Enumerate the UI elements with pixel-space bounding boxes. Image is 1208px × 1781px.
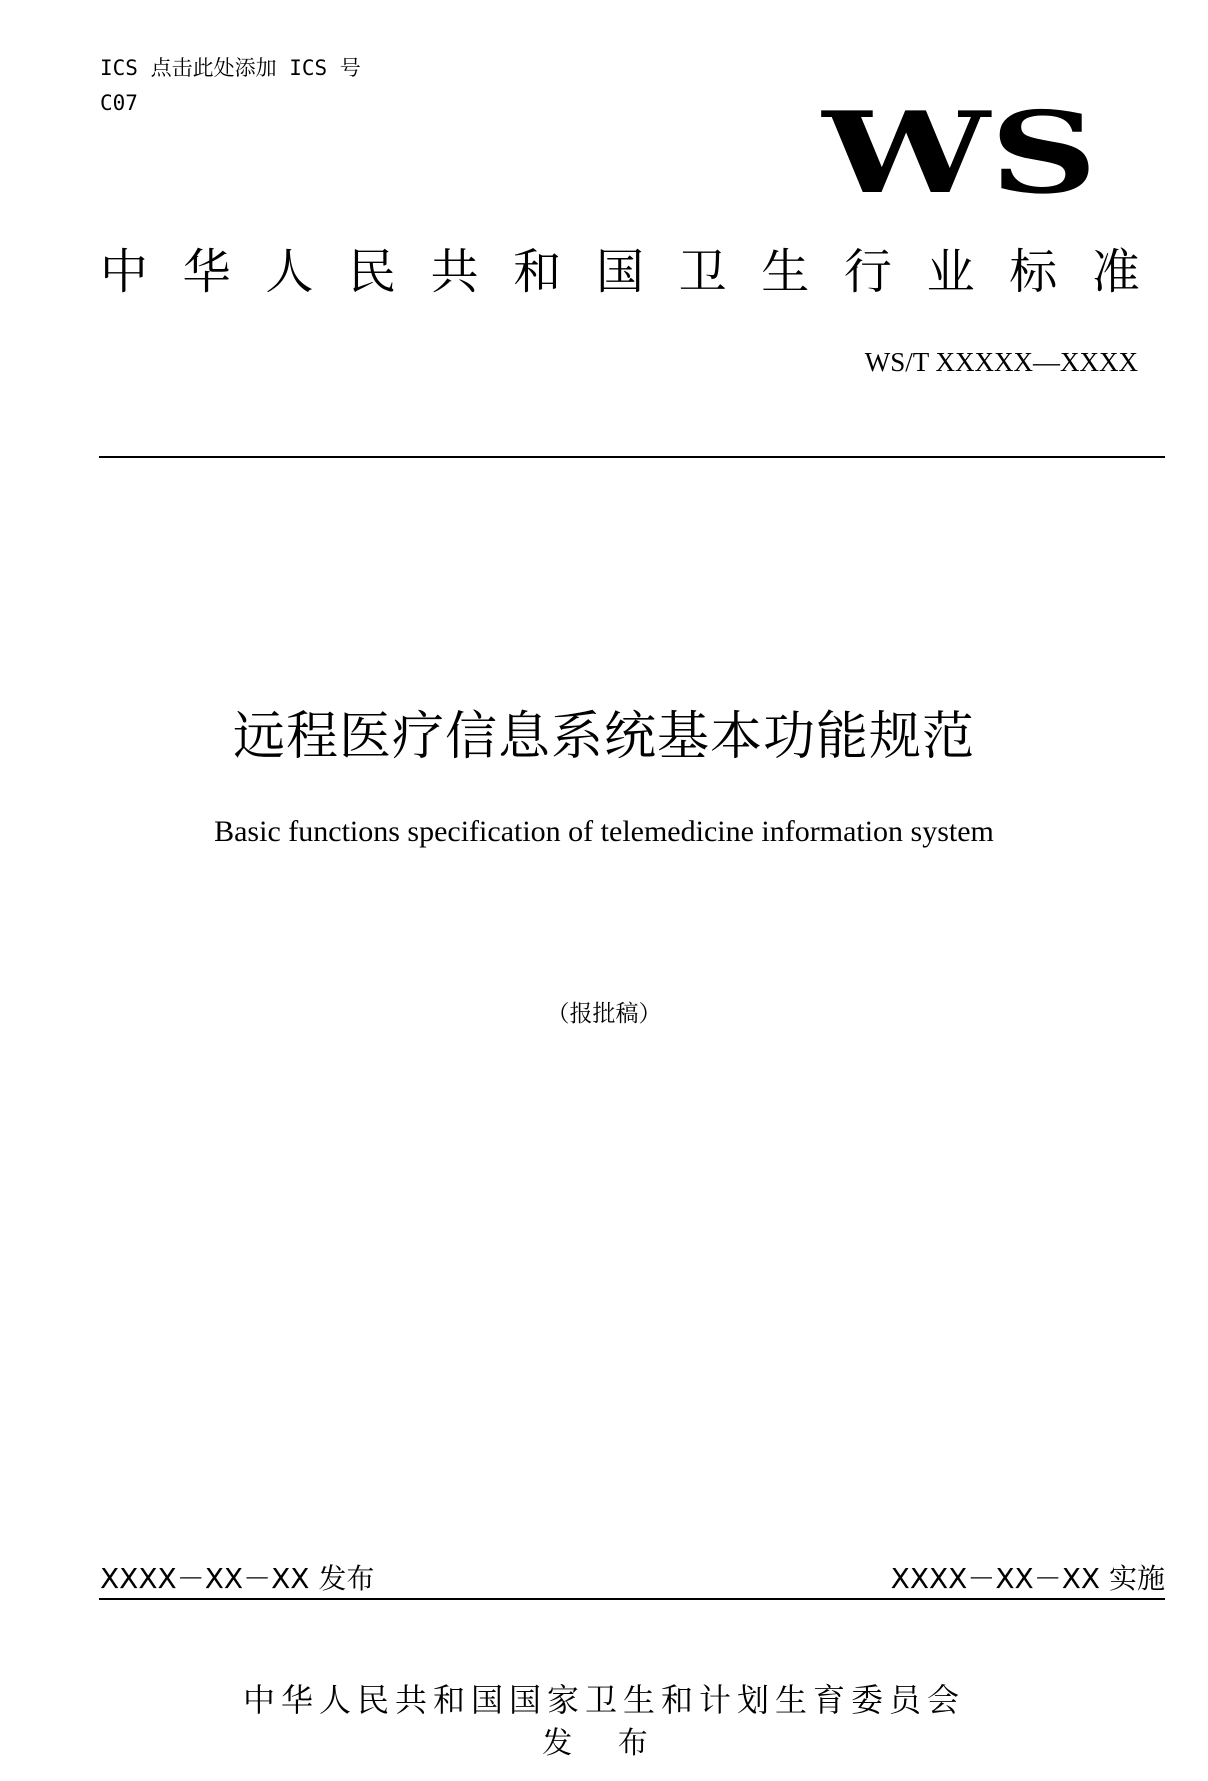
ws-logo: [820, 96, 1100, 208]
classification-code: C07: [100, 91, 138, 115]
standard-title-char: 和: [513, 244, 562, 300]
standard-number: WS/T XXXXX—XXXX: [864, 347, 1138, 377]
footer-divider: [99, 1598, 1165, 1600]
standard-title-char: 标: [1009, 244, 1058, 300]
issuing-authority: 中华人民共和国国家卫生和计划生育委员会: [242, 1681, 965, 1719]
ics-number: ICS 点击此处添加 ICS 号: [100, 56, 361, 80]
issue-date: XXXX－XX－XX 发布: [100, 1562, 375, 1595]
standard-category-title: [100, 240, 1140, 304]
standard-title-char: 业: [926, 244, 975, 300]
draft-stage-label: （报批稿）: [546, 1001, 662, 1027]
standard-title-char: 民: [347, 244, 396, 300]
standard-title-char: 共: [430, 244, 479, 300]
standard-title-char: 国: [595, 244, 644, 300]
document-title-chinese: 远程医疗信息系统基本功能规范: [232, 707, 975, 767]
standard-title-char: 行: [843, 244, 892, 300]
standard-title-char: 卫: [678, 244, 727, 300]
header-divider: [99, 456, 1165, 458]
ws-logo-text: WS: [821, 96, 1098, 208]
implementation-date: XXXX－XX－XX 实施: [890, 1562, 1165, 1595]
standard-title-char: 人: [265, 244, 314, 300]
standard-title-char: 中: [100, 244, 149, 300]
document-title-english: Basic functions specification of telemedicine information system: [214, 815, 994, 848]
standard-title-char: 准: [1091, 244, 1140, 300]
standard-title-char: 华: [182, 244, 231, 300]
standard-title-char: 生: [761, 244, 810, 300]
publish-label: 发 布: [542, 1726, 666, 1761]
